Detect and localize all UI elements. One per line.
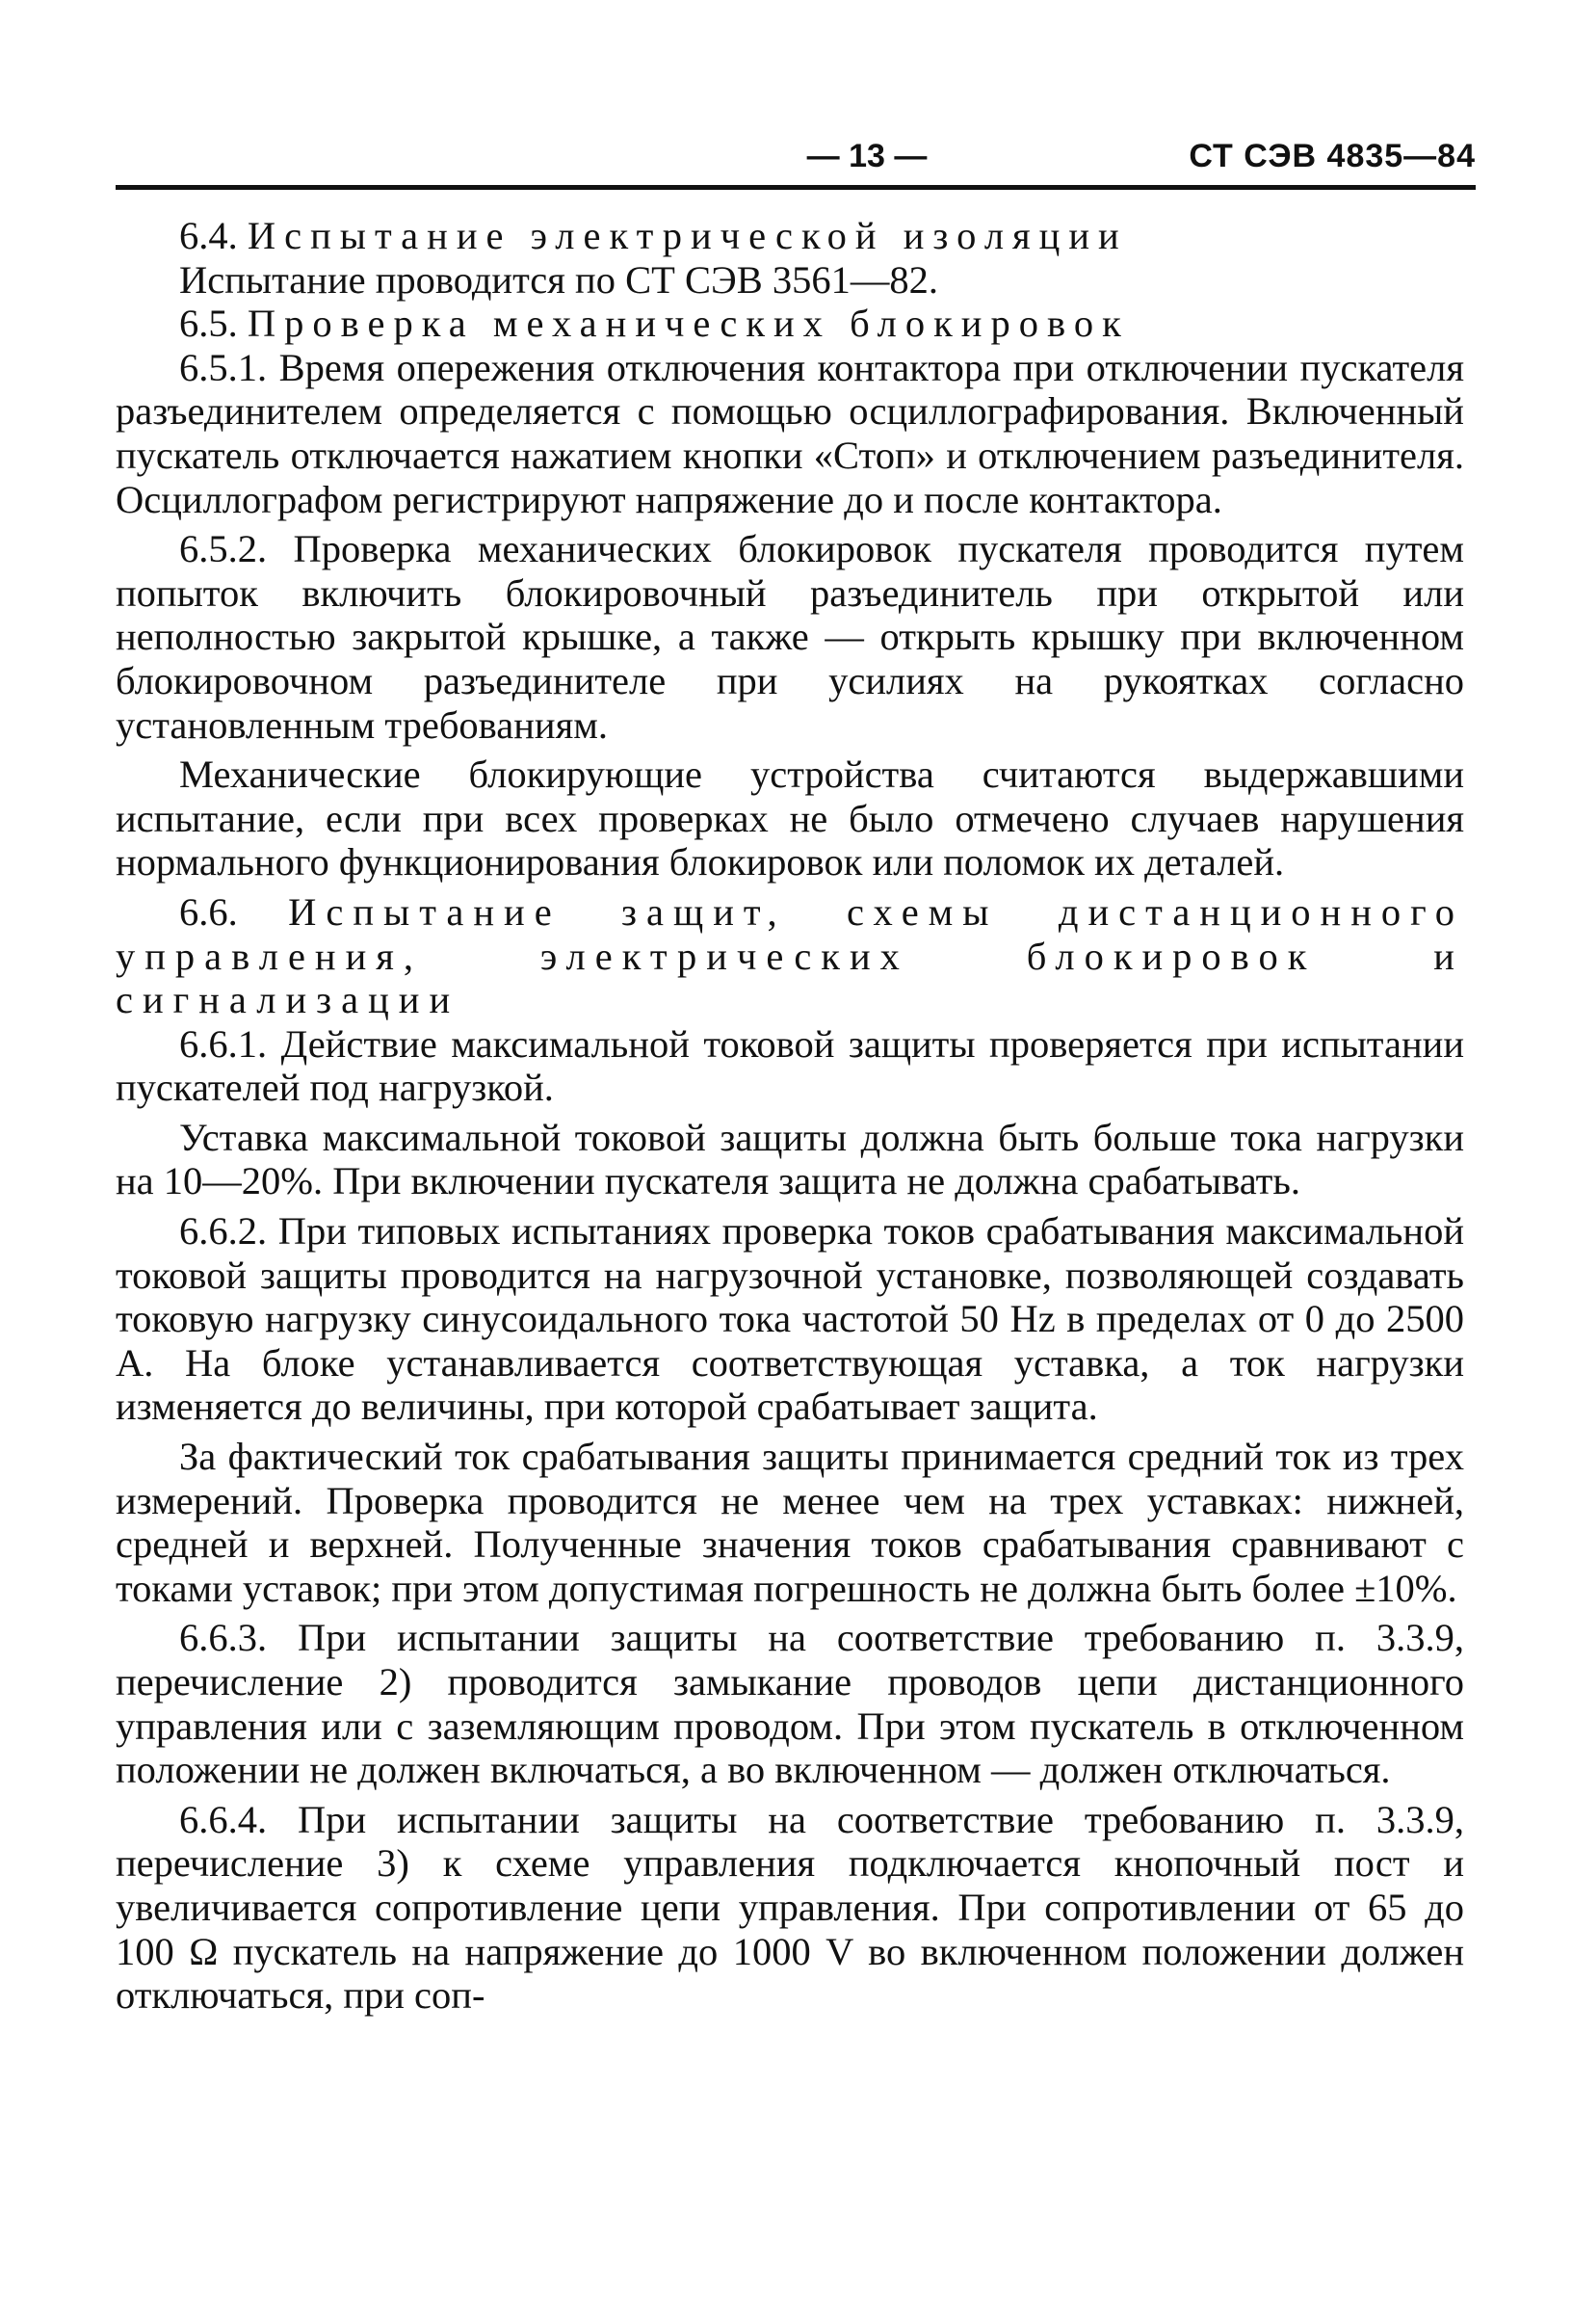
section-6-6-2-paragraph-2: За фактический ток срабатывания защиты принимается средний ток из трех измерений. Проверка проводится не менее чем на трех уставках: нижней, средней и верхней. Полученные значения токов срабатывания сравнивают с токами уставок; при этом допустимая погрешность не должна быть более ±10%.: [116, 1435, 1464, 1610]
section-6-5-2-paragraph-2: Механические блокирующие устройства считаются выдержавшими испытание, если при всех проверках не было отмечено случаев нарушения нормального функционирования блокировок или поломок их деталей.: [116, 753, 1464, 885]
section-6-6-heading: [116, 890, 1464, 1022]
section-6-6-number: 6.6.: [179, 889, 238, 934]
section-6-6-title: Испытание защит, схемы дистанционного управления, электрических блокировок и сигнализации: [116, 889, 1465, 1022]
page-header: [116, 133, 1476, 193]
standard-code: СТ СЭВ 4835—84: [1189, 138, 1476, 174]
page-number: — 13 —: [806, 138, 928, 174]
section-6-5-1: 6.5.1. Время опережения отключения контактора при отключении пускателя разъединителем определяется с помощью осциллографирования. Включенный пускатель отключается нажатием кнопки «Стоп» и отключением разъединителя. Осциллографом регистрируют напряжение до и после контактора.: [116, 345, 1464, 521]
section-6-5-2: 6.5.2. Проверка механических блокировок пускателя проводится путем попыток включить блокировочный разъединитель при открытой или неполностью закрытой крышке, а также — открыть крышку при включенном блокировочном разъединителе при усилиях на рукоятках согласно установленным требованиям.: [116, 527, 1464, 747]
section-6-4-title: Испытание электрической изоляции: [247, 214, 1128, 257]
header-rule: [116, 185, 1476, 190]
document-body: [116, 214, 1464, 2018]
section-6-4-heading: [116, 214, 1464, 258]
section-6-6-4: 6.6.4. При испытании защиты на соответствие требованию п. 3.3.9, перечисление 3) к схеме управления подключается кнопочный пост и увеличивается сопротивление цепи управления. При сопротивлении от 65 до 100 Ω пускатель на напряжение до 1000 V во включенном положении должен отключаться, при соп-: [116, 1797, 1464, 2018]
section-6-4-body: Испытание проводится по СТ СЭВ 3561—82.: [179, 257, 938, 302]
section-6-4-number: 6.4.: [179, 214, 238, 257]
section-6-5-heading: [116, 302, 1464, 346]
section-6-6-1: 6.6.1. Действие максимальной токовой защиты проверяется при испытании пускателей под нагрузкой.: [116, 1021, 1464, 1110]
section-6-6-3: 6.6.3. При испытании защиты на соответствие требованию п. 3.3.9, перечисление 2) проводится замыкание проводов цепи дистанционного управления или с заземляющим проводом. При этом пускатель в отключенном положении не должен включаться, а во включенном — должен отключаться.: [116, 1616, 1464, 1792]
section-6-6-1-paragraph-2: Уставка максимальной токовой защиты должна быть больше тока нагрузки на 10—20%. При включении пускателя защита не должна срабатывать.: [116, 1115, 1464, 1203]
section-6-5-title: Проверка механических блокировок: [247, 302, 1130, 346]
section-6-6-2: 6.6.2. При типовых испытаниях проверка токов срабатывания максимальной токовой защиты проводится на нагрузочной установке, позволяющей создавать токовую нагрузку синусоидального тока частотой 50 Hz в пределах от 0 до 2500 А. На блоке устанавливается соответствующая уставка, а ток нагрузки изменяется до величины, при которой срабатывает защита.: [116, 1209, 1464, 1429]
section-6-5-number: 6.5.: [179, 302, 238, 346]
